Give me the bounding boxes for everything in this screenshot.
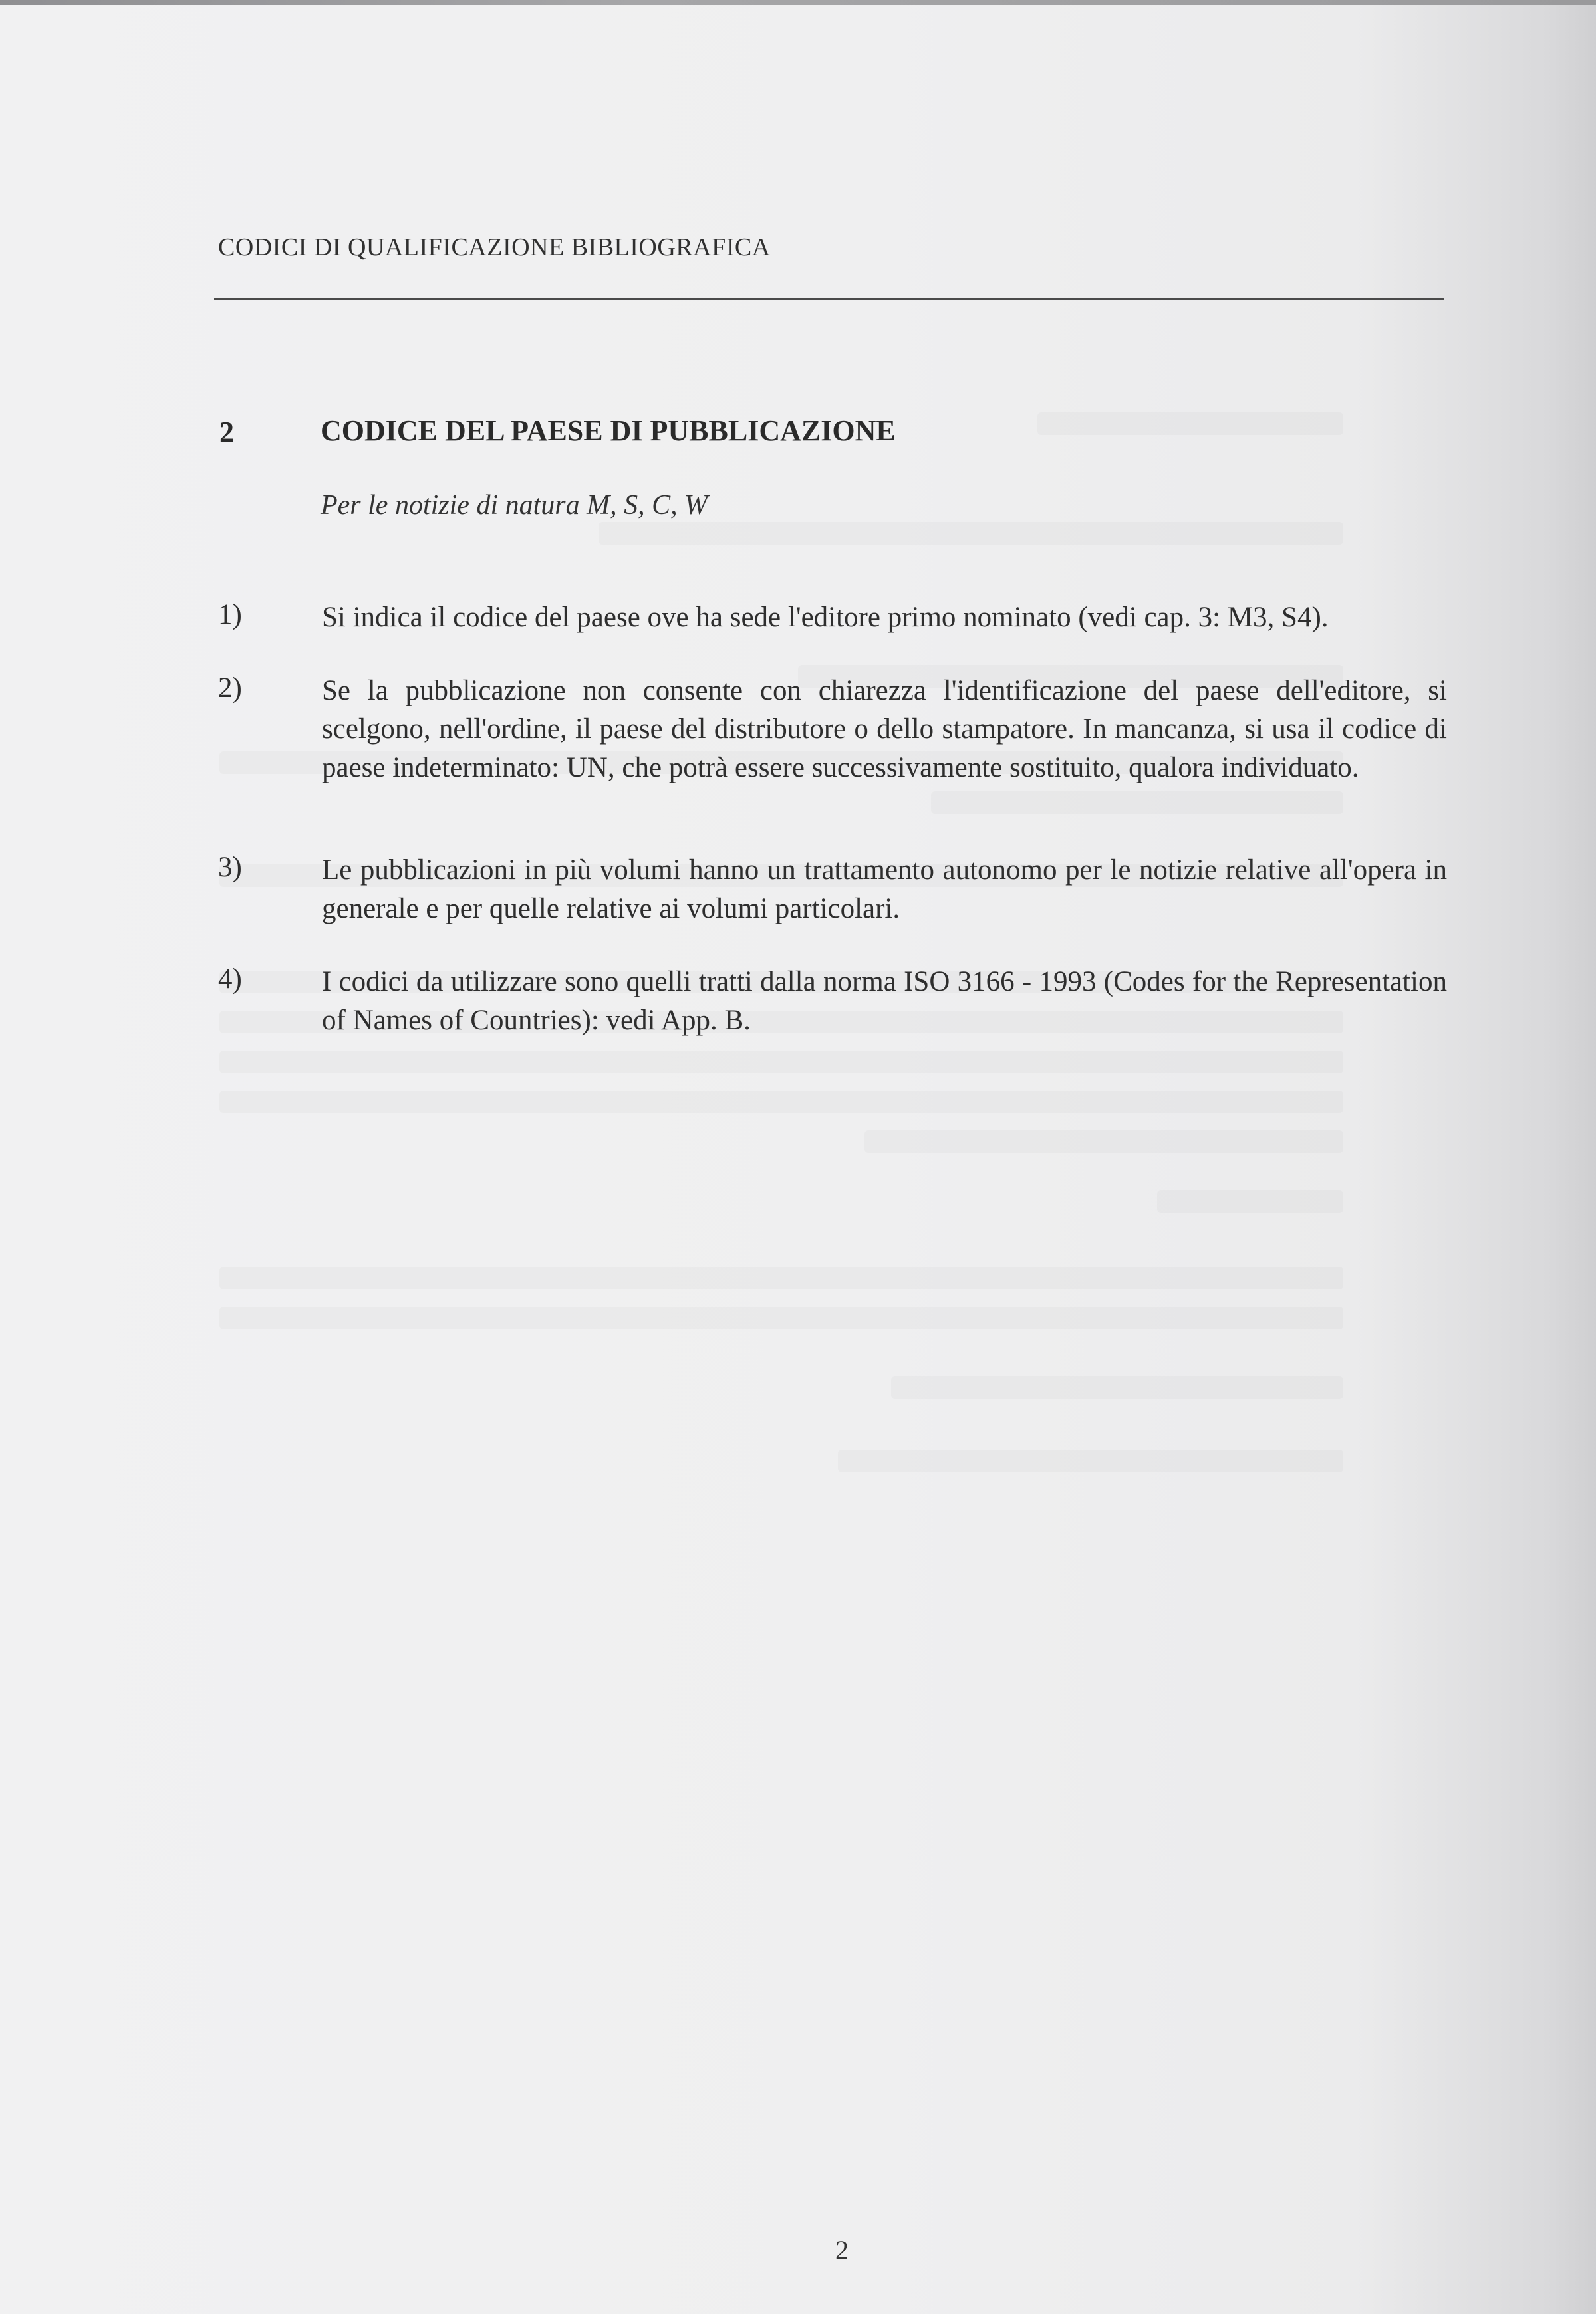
show-through-line: [931, 791, 1343, 814]
rule-text: Le pubblicazioni in più volumi hanno un trattamento autonomo per le notizie relative all'opera in generale e per quelle relative ai volumi particolari.: [322, 854, 1447, 924]
show-through-line: [838, 1450, 1343, 1472]
scan-top-edge: [0, 0, 1596, 5]
show-through-line: [219, 1267, 1343, 1289]
rule-text: Se la pubblicazione non consente con chiarezza l'identificazione del paese dell'editore, si scelgono, nell'ordine, il paese del distributore o dello stampatore. In mancanza, si usa il codice di paese indeterminato: UN, che potrà essere successivamente sostituito, qualora individuato.: [322, 675, 1447, 783]
section-number: 2: [219, 416, 234, 448]
show-through-line: [1037, 412, 1343, 435]
rule-text: I codici da utilizzare sono quelli tratti dalla norma ISO 3166 - 1993 (Codes for the Representation of Names of Countries): vedi App. B.: [322, 966, 1447, 1036]
header-rule: [214, 298, 1444, 300]
show-through-line: [864, 1130, 1343, 1153]
rule-number: 3): [218, 852, 242, 883]
page-number: 2: [835, 2235, 849, 2265]
show-through-line: [1157, 1190, 1343, 1213]
rule-number: 2): [218, 672, 242, 704]
show-through-line: [219, 1091, 1343, 1113]
rule-number: 4): [218, 964, 242, 995]
show-through-line: [891, 1376, 1343, 1399]
section-title: CODICE DEL PAESE DI PUBBLICAZIONE: [321, 414, 896, 447]
running-header: CODICI DI QUALIFICAZIONE BIBLIOGRAFICA: [218, 233, 771, 261]
show-through-line: [219, 1307, 1343, 1329]
scope-note: Per le notizie di natura M, S, C, W: [321, 490, 708, 521]
show-through-line: [219, 1051, 1343, 1073]
rule-number: 1): [218, 599, 242, 630]
show-through-line: [598, 522, 1343, 545]
rule-text: Si indica il codice del paese ove ha sede l'editore primo nominato (vedi cap. 3: M3, S4).: [322, 602, 1329, 633]
